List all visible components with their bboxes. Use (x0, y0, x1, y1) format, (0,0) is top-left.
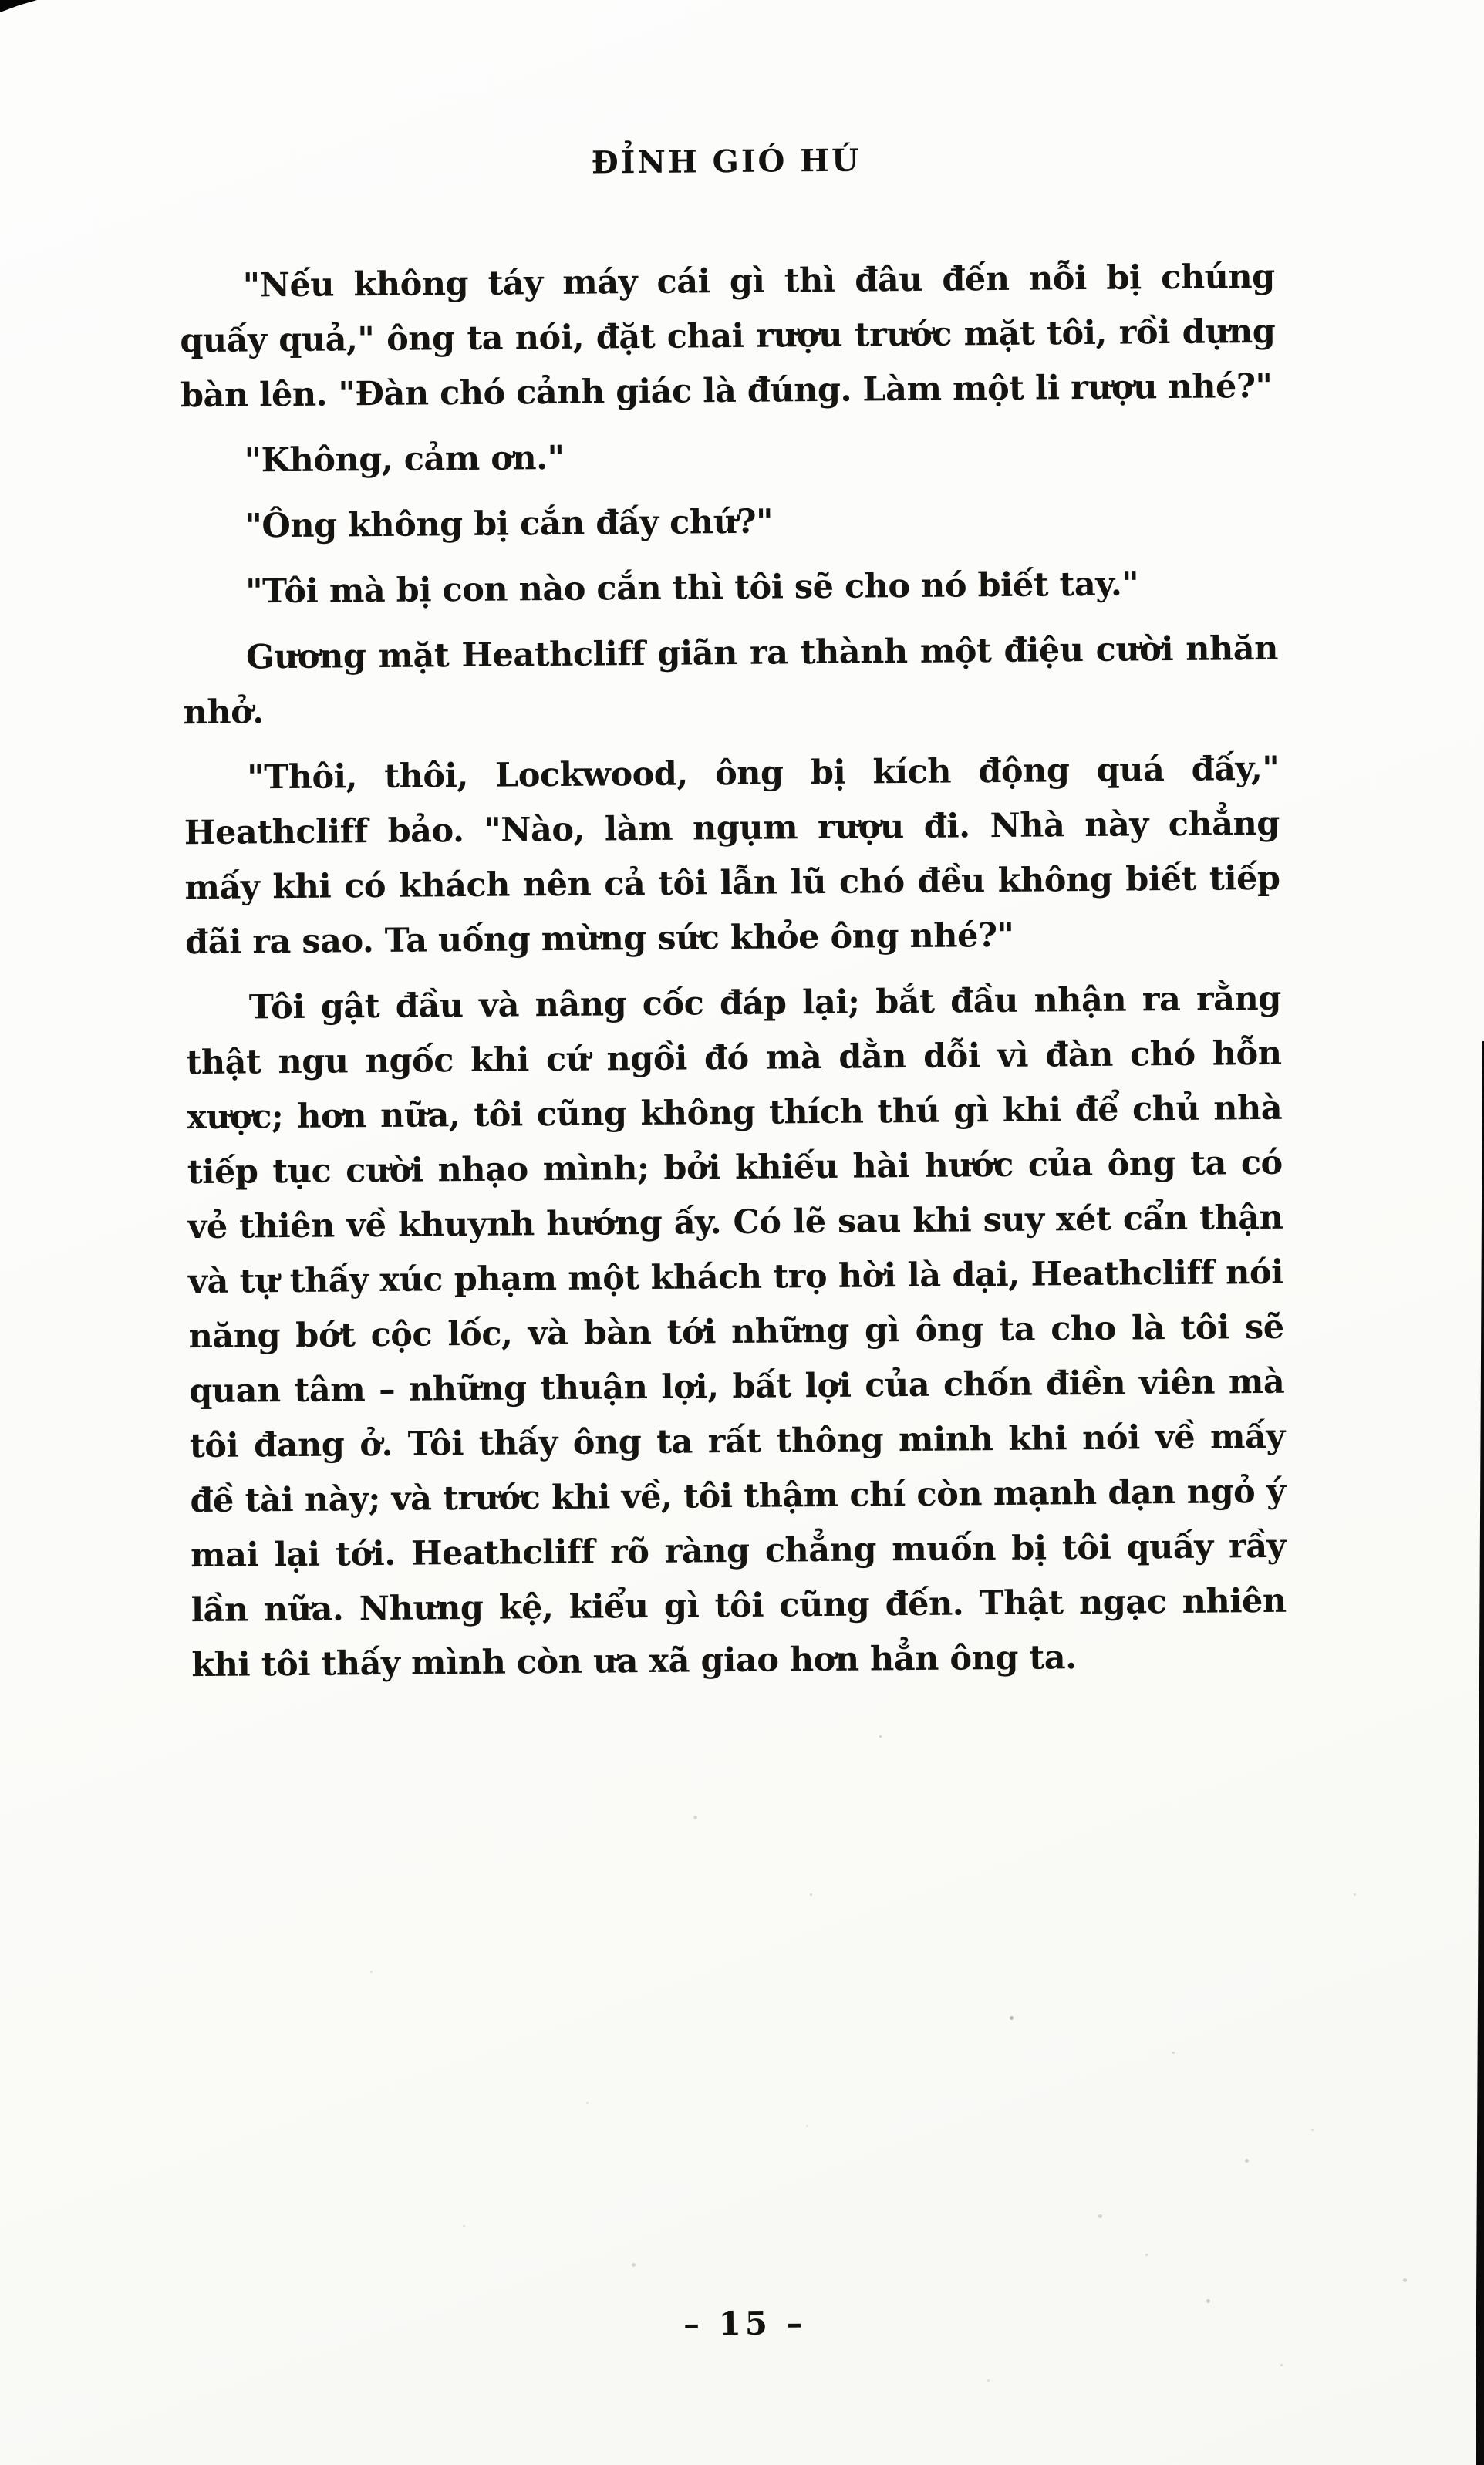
paragraph-2: "Không, cảm ơn." (244, 438, 565, 481)
paragraph-7: Tôi gật đầu và nâng cốc đáp lại; bắt đầu nhận ra rằng thật ngu ngốc khi cứ ngồi đó mà dằn dỗi vì đàn chó hỗn xược; hơn nữa, tôi cũng không thích thú gì khi để chủ nhà tiếp tục cười nhạo mình; bởi khiếu hài hước của ông ta có vẻ thiên về khuynh hướng ấy. Có lẽ sau khi suy xét cẩn thận và tự thấy xúc phạm một khách trọ hời là dại, Heathcliff nói năng bớt cộc lốc, và bàn tới những gì ông ta cho là tôi sẽ quan tâm – những thuận lợi, bất lợi của chốn điền viên mà tôi đang ở. Tôi thấy ông ta rất thông minh khi nói về mấy đề tài này; và trước khi về, tôi thậm chí còn mạnh dạn ngỏ ý mai lại tới. Heathcliff rõ ràng chẳng muốn bị tôi quấy rầy lần nữa. Nhưng kệ, kiểu gì tôi cũng đến. Thật ngạc nhiên khi tôi thấy mình còn ưa xã giao hơn hẳn ông ta. (186, 979, 1287, 1685)
page-number: – 15 – (683, 2304, 807, 2343)
paragraph-4: "Tôi mà bị con nào cắn thì tôi sẽ cho nó biết tay." (245, 565, 1139, 612)
running-header: ĐỈNH GIÓ HÚ (591, 142, 862, 181)
paragraph-3: "Ông không bị cắn đấy chứ?" (245, 502, 774, 546)
paragraph-5: Gương mặt Heathcliff giãn ra thành một điệu cười nhăn nhở. (183, 629, 1279, 733)
paragraph-6: "Thôi, thôi, Lockwood, ông bị kích động quá đấy," Heathcliff bảo. "Nào, làm ngụm rượu đi. Nhà này chẳng mấy khi có khách nên cả tôi lẫn lũ chó đều không biết tiếp đãi ra sao. Ta uống mừng sức khỏe ông nhé?" (184, 749, 1280, 963)
body-text (179, 250, 1287, 1704)
paragraph-1: "Nếu không táy máy cái gì thì đâu đến nỗi bị chúng quấy quả," ông ta nói, đặt chai rượu trước mặt tôi, rồi dựng bàn lên. "Đàn chó cảnh giác là đúng. Làm một li rượu nhé?" (180, 257, 1276, 416)
